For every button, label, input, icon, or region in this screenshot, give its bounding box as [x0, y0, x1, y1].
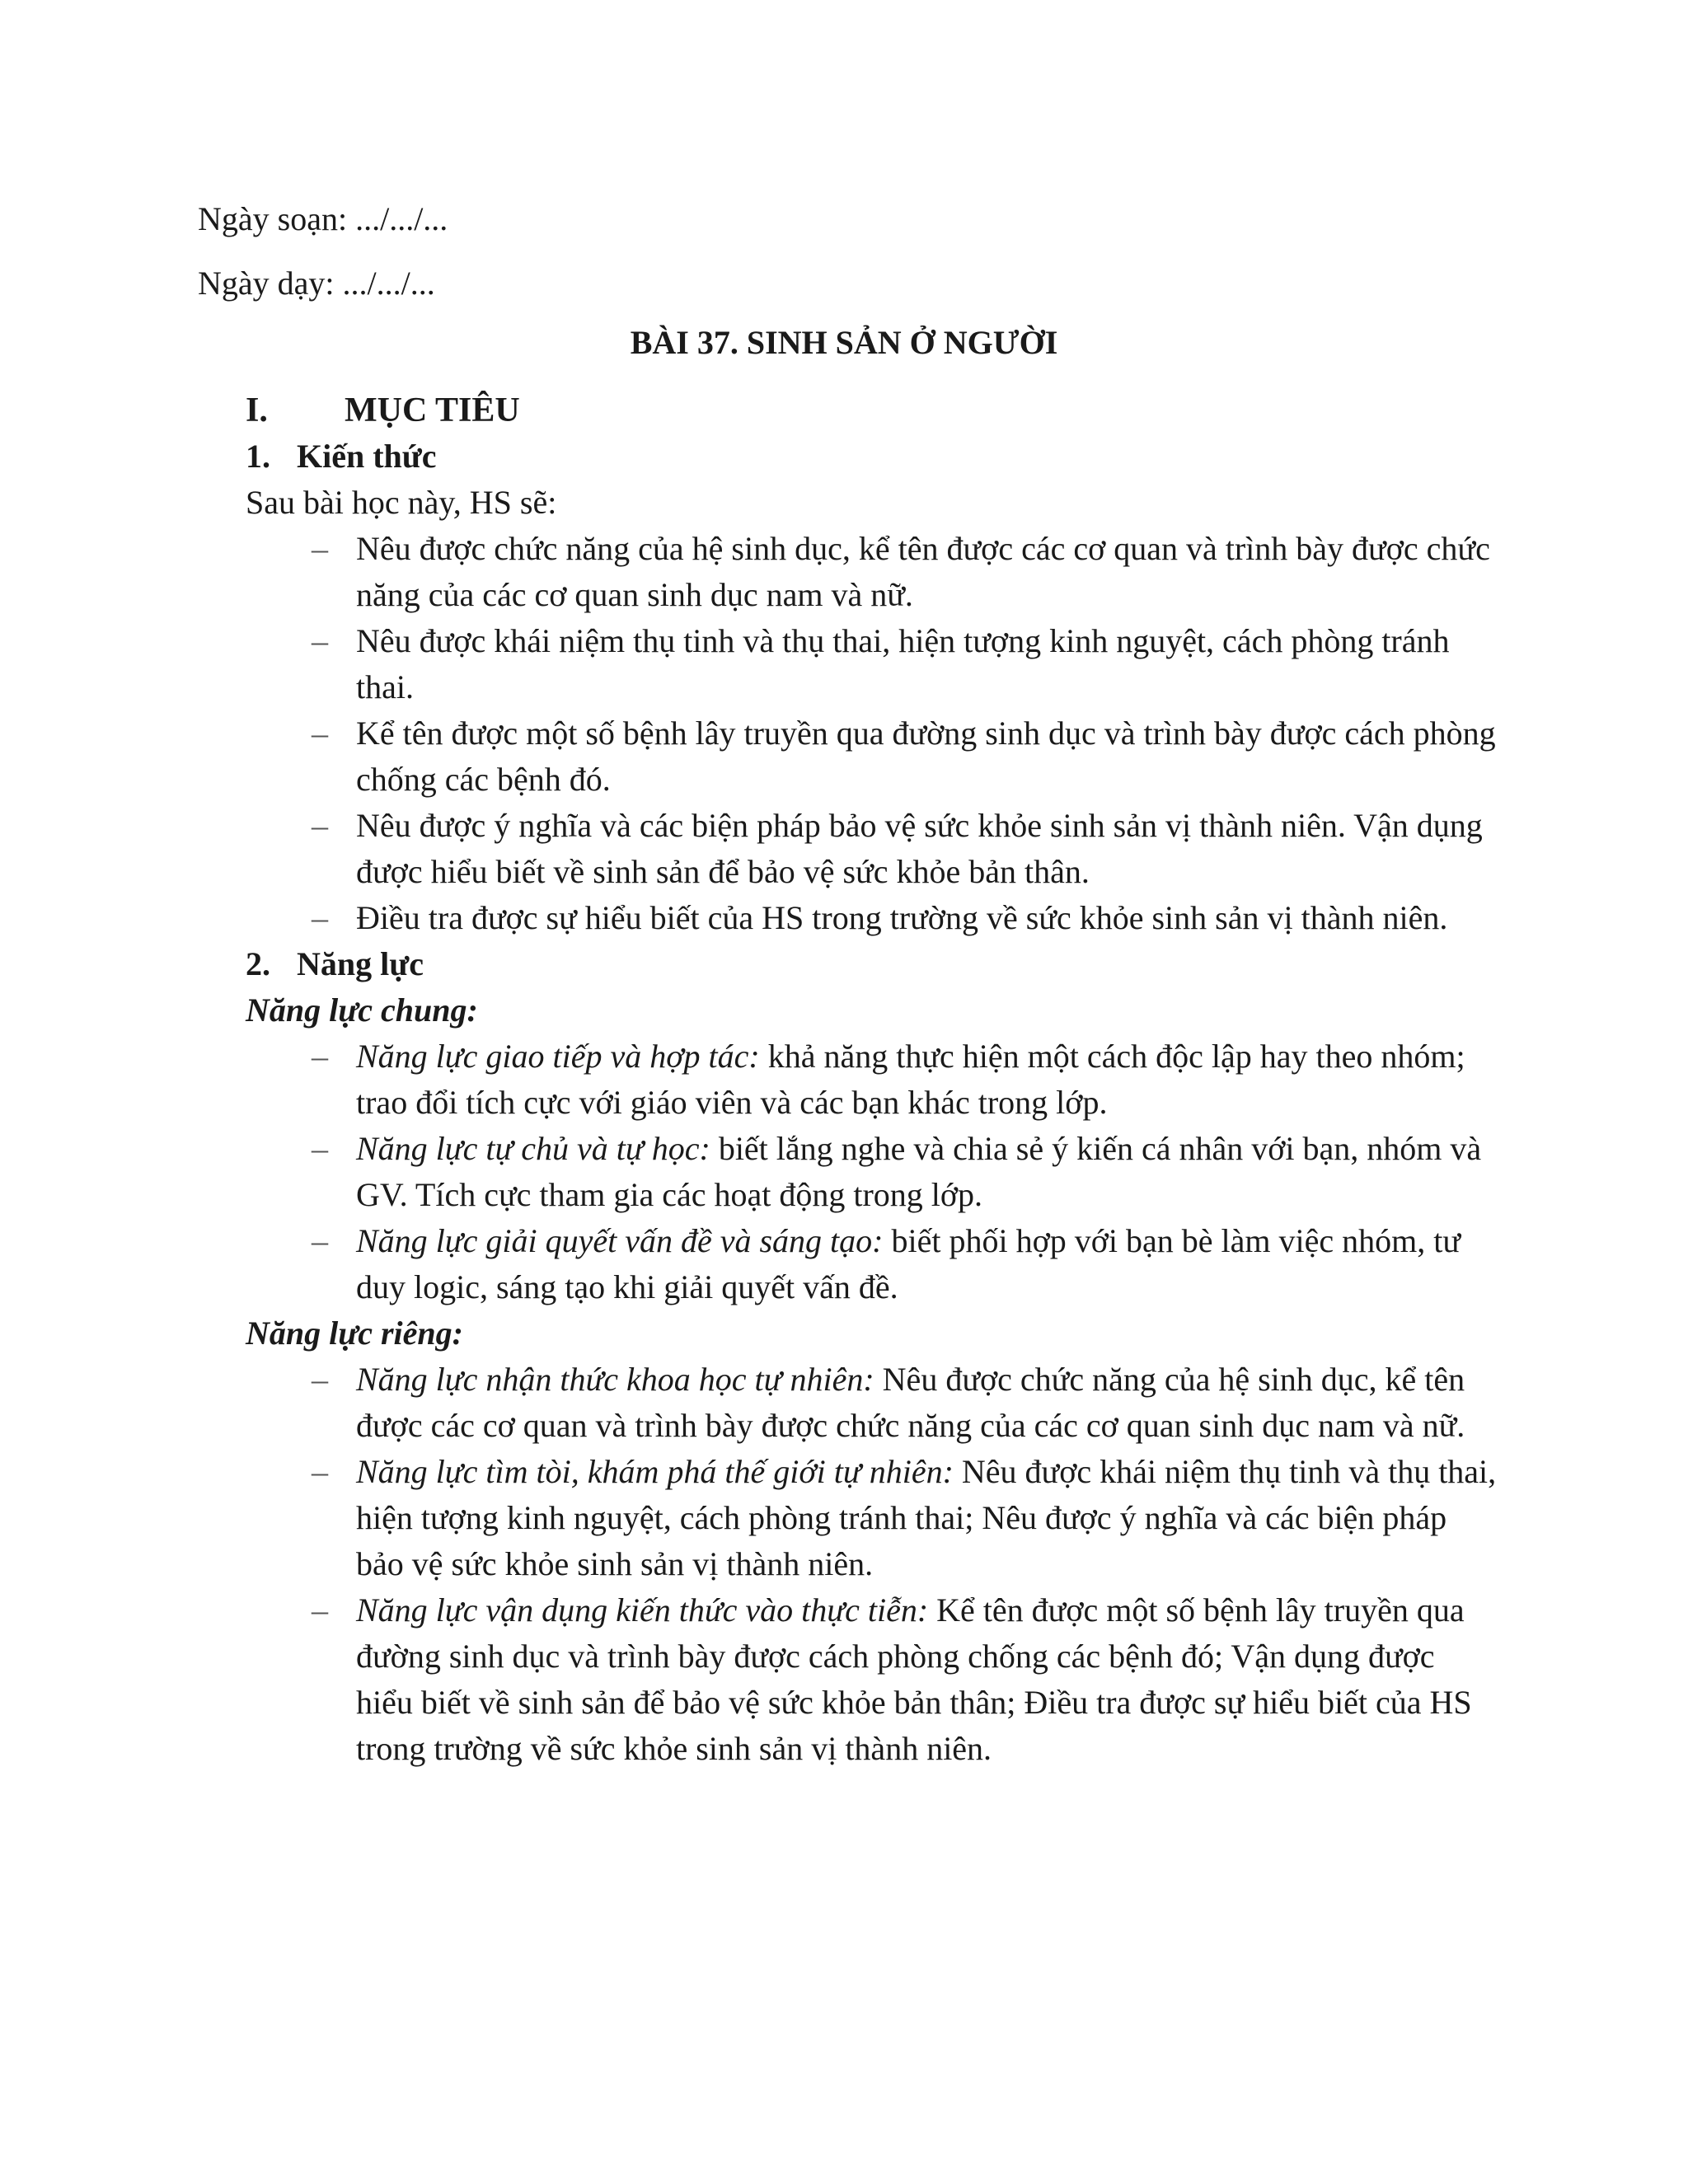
subsection-title: Năng lực — [297, 945, 424, 982]
dash-marker: – — [312, 715, 328, 752]
dash-marker: – — [312, 622, 328, 659]
dash-marker: – — [312, 530, 328, 567]
section-title: MỤC TIÊU — [345, 391, 520, 429]
list-item: – Nêu được ý nghĩa và các biện pháp bảo vệ sức khỏe sinh sản vị thành niên. Vận dụng được hiểu biết về sinh sản để bảo vệ sức khỏe bản thân. — [246, 803, 1498, 895]
list-item: – Nêu được chức năng của hệ sinh dục, kể tên được các cơ quan và trình bày được chức năng của các cơ quan sinh dục nam và nữ. — [246, 526, 1498, 618]
section-objectives-heading — [246, 387, 1498, 434]
dash-marker: – — [312, 899, 328, 936]
specific-competency-list — [246, 1357, 1498, 1772]
subsection-title: Kiến thức — [297, 438, 437, 475]
dash-marker: – — [312, 1038, 328, 1075]
list-item: – Năng lực nhận thức khoa học tự nhiên: Nêu được chức năng của hệ sinh dục, kể tên được các cơ quan và trình bày được chức năng của các cơ quan sinh dục nam và nữ. — [246, 1357, 1498, 1449]
dash-marker: – — [312, 1361, 328, 1398]
list-item: – Năng lực giao tiếp và hợp tác: khả năng thực hiện một cách độc lập hay theo nhóm; trao đổi tích cực với giáo viên và các bạn khác trong lớp. — [246, 1033, 1498, 1126]
general-competency-heading: Năng lực chung: — [246, 991, 478, 1029]
list-item: – Nêu được khái niệm thụ tinh và thụ thai, hiện tượng kinh nguyệt, cách phòng tránh thai. — [246, 618, 1498, 710]
dash-marker: – — [312, 1591, 328, 1629]
list-item: – Năng lực vận dụng kiến thức vào thực tiễn: Kể tên được một số bệnh lây truyền qua đường sinh dục và trình bày được cách phòng chống các bệnh đó; Vận dụng được hiểu biết về sinh sản để bảo vệ sức khỏe bản thân; Điều tra được sự hiểu biết của HS trong trường về sức khỏe sinh sản vị thành niên. — [246, 1587, 1498, 1772]
dash-marker: – — [312, 1222, 328, 1259]
specific-competency-heading: Năng lực riêng: — [246, 1315, 463, 1352]
section-number: I. — [246, 391, 268, 429]
dash-marker: – — [312, 1453, 328, 1490]
list-item: – Năng lực giải quyết vấn đề và sáng tạo: biết phối hợp với bạn bè làm việc nhóm, tư duy logic, sáng tạo khi giải quyết vấn đề. — [246, 1218, 1498, 1310]
list-item: – Điều tra được sự hiểu biết của HS trong trường về sức khỏe sinh sản vị thành niên. — [246, 895, 1498, 941]
subsection-number: 2. — [246, 945, 270, 982]
subsection-knowledge-heading — [246, 434, 1498, 480]
dash-marker: – — [312, 1130, 328, 1167]
teach-date: Ngày dạy: .../.../... — [198, 265, 435, 302]
knowledge-intro: Sau bài học này, HS sẽ: — [246, 484, 557, 521]
lesson-content — [246, 387, 1498, 1772]
dash-marker: – — [312, 807, 328, 844]
list-item: – Năng lực tìm tòi, khám phá thế giới tự nhiên: Nêu được khái niệm thụ tinh và thụ thai, hiện tượng kinh nguyệt, cách phòng tránh thai; Nêu được ý nghĩa và các biện pháp bảo vệ sức khỏe sinh sản vị thành niên. — [246, 1449, 1498, 1587]
list-item: – Kể tên được một số bệnh lây truyền qua đường sinh dục và trình bày được cách phòng chống các bệnh đó. — [246, 710, 1498, 803]
subsection-competency-heading — [246, 941, 1498, 987]
list-item: – Năng lực tự chủ và tự học: biết lắng nghe và chia sẻ ý kiến cá nhân với bạn, nhóm và GV. Tích cực tham gia các hoạt động trong lớp. — [246, 1126, 1498, 1218]
prep-date: Ngày soạn: .../.../... — [198, 200, 448, 237]
lesson-title: BÀI 37. SINH SẢN Ở NGƯỜI — [630, 324, 1058, 361]
knowledge-list — [246, 526, 1498, 941]
general-competency-list — [246, 1033, 1498, 1310]
subsection-number: 1. — [246, 438, 270, 475]
